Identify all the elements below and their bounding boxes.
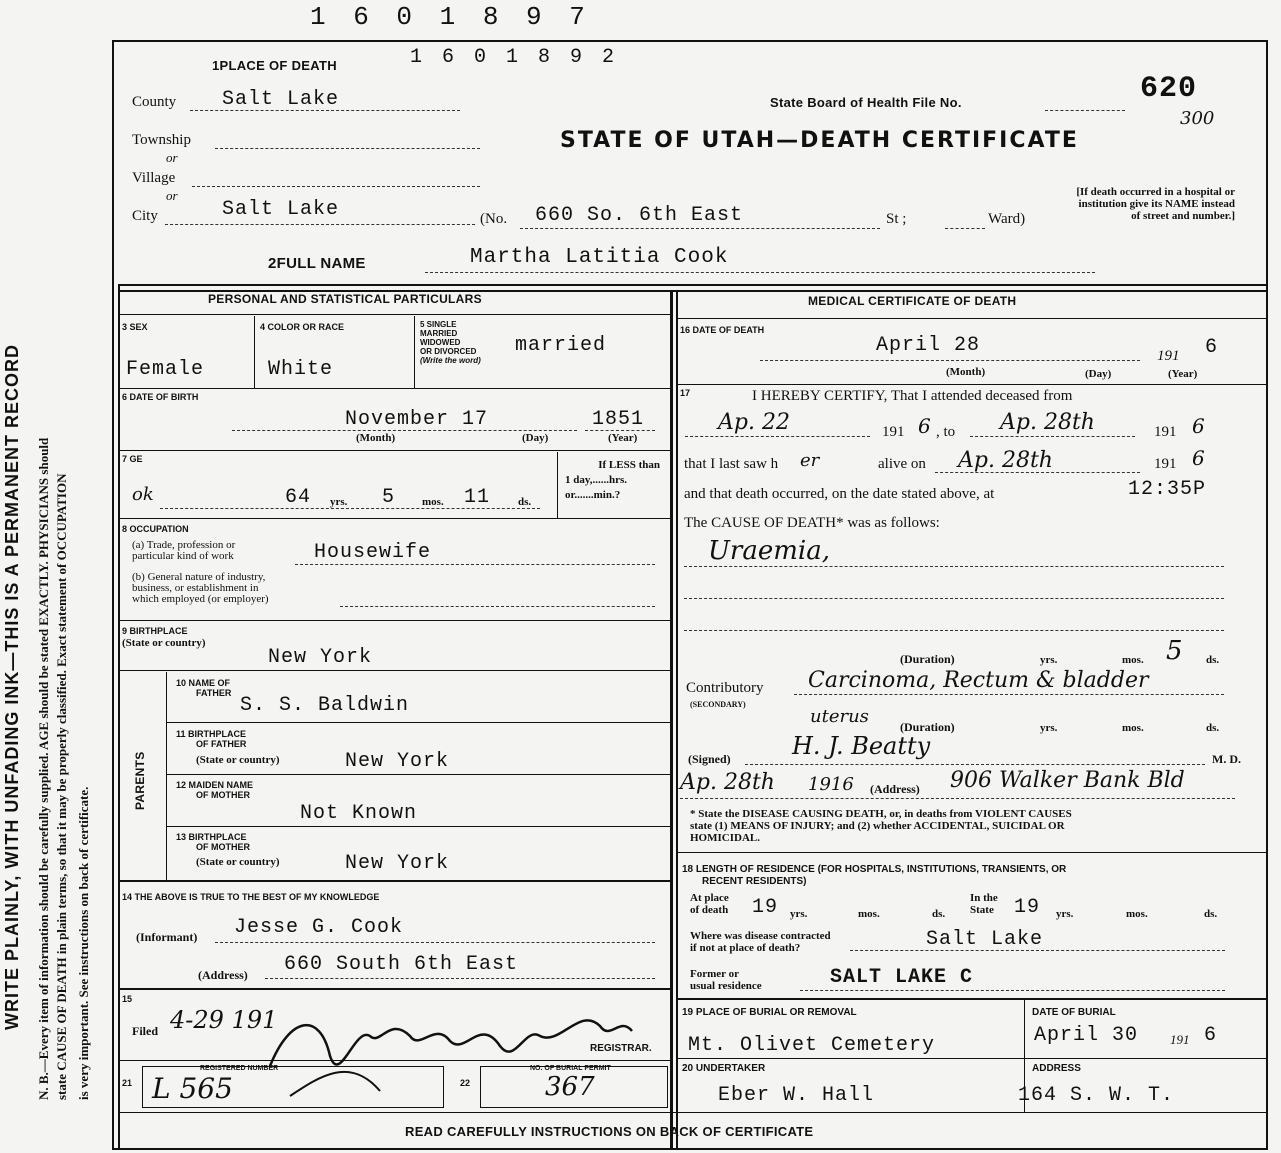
marital-label-married: MARRIED — [420, 329, 458, 338]
former-residence-value: SALT LAKE C — [830, 966, 974, 989]
informant-address-value: 660 South 6th East — [284, 953, 519, 976]
occupation-b-line1: (b) General nature of industry, — [132, 571, 266, 583]
md-label: M. D. — [1212, 752, 1241, 766]
sex-value: Female — [126, 358, 205, 381]
duration-yrs-caption: yrs. — [1040, 654, 1058, 666]
signed-date: Ap. 28th — [680, 770, 775, 795]
form-right-border — [1266, 40, 1268, 1150]
duration-ds-caption-2: ds. — [1206, 722, 1220, 734]
marital-label-widowed: WIDOWED — [420, 338, 461, 347]
in-state-mos: mos. — [1126, 908, 1148, 920]
filed-value: 4-29 191 — [170, 1006, 278, 1034]
residence-label-1: 18 LENGTH OF RESIDENCE (FOR HOSPITALS, INSTITUTIONS, TRANSIENTS, OR — [682, 864, 1067, 875]
footnote-line1: * State the DISEASE CAUSING DEATH, or, in deaths from VIOLENT CAUSES — [690, 808, 1072, 820]
top-number: 1 6 0 1 8 9 7 — [310, 2, 591, 32]
burial-permit-value: 367 — [545, 1072, 595, 1102]
parents-label: PARENTS — [133, 751, 147, 810]
full-name-value: Martha Latitia Cook — [470, 246, 729, 269]
birthplace-value: New York — [268, 646, 373, 669]
less-than-line2: 1 day,......hrs. — [565, 474, 628, 486]
alive-on-label: alive on — [878, 456, 926, 472]
true-statement-label: 14 THE ABOVE IS TRUE TO THE BEST OF MY KNOWLEDGE — [122, 892, 380, 902]
undertaker-address-value: 164 S. W. T. — [1018, 1084, 1175, 1107]
burial-date-value: April 30 — [1034, 1024, 1139, 1047]
father-label-2: FATHER — [196, 688, 232, 698]
signed-address-label: (Address) — [870, 782, 920, 796]
certificate-title: STATE OF UTAH—DEATH CERTIFICATE — [560, 128, 1079, 153]
year-prefix-3: 191 — [1154, 456, 1177, 472]
certify-text: I HEREBY CERTIFY, That I attended deceased from — [752, 388, 1073, 404]
in-state-value: 19 — [1014, 896, 1041, 919]
dob-month-caption: (Month) — [356, 432, 396, 444]
county-label: County — [132, 94, 177, 110]
occupation-value: Housewife — [314, 541, 432, 564]
item-21: 21 — [122, 1078, 133, 1088]
duration-yrs-caption-2: yrs. — [1040, 722, 1058, 734]
full-name-label: 2FULL NAME — [268, 255, 366, 272]
father-bp-value: New York — [345, 750, 450, 773]
undertaker-address-label: ADDRESS — [1032, 1063, 1081, 1074]
former-residence-label-2: usual residence — [690, 980, 762, 992]
informant-label: (Informant) — [136, 930, 198, 944]
residence-label-2: RECENT RESIDENTS) — [702, 876, 807, 887]
street-value: 660 So. 6th East — [535, 204, 744, 227]
year-prefix-2: 191 — [1154, 424, 1177, 440]
last-saw-value: er — [800, 450, 820, 471]
less-than-line1: If LESS than — [598, 459, 660, 471]
burial-place-value: Mt. Olivet Cemetery — [688, 1034, 936, 1057]
medical-section-title: MEDICAL CERTIFICATE OF DEATH — [808, 294, 1017, 308]
duration-mos-caption: mos. — [1122, 654, 1144, 666]
age-yrs-caption: yrs. — [330, 496, 348, 508]
at-place-mos: mos. — [858, 908, 880, 920]
or-text-1: or — [166, 150, 178, 165]
permanent-record-notice: WRITE PLAINLY, WITH UNFADING INK—THIS IS A PERMANENT RECORD — [2, 343, 22, 1030]
duration-mos-caption-2: mos. — [1122, 722, 1144, 734]
signed-year: 1916 — [808, 774, 854, 795]
less-than-line3: or.......min.? — [565, 489, 621, 501]
father-label-1: 10 NAME OF — [176, 678, 231, 688]
instruction-line-3: is very important. See instructions on back of certificate. — [76, 786, 91, 1100]
at-place-ds: ds. — [932, 908, 946, 920]
file-number-value: 620 — [1140, 72, 1198, 106]
in-state-ds: ds. — [1204, 908, 1218, 920]
instruction-line-1: N. B.—Every item of information should be carefully supplied. AGE should be stated EXACTLY. PHYSICIANS should — [36, 437, 51, 1100]
center-divider — [670, 290, 673, 1150]
undertaker-value: Eber W. Hall — [718, 1084, 875, 1107]
form-top-border — [112, 40, 1268, 42]
mother-bp-label-3: (State or country) — [196, 856, 280, 868]
death-year-value: 6 — [1205, 336, 1219, 359]
footnote-line2: state (1) MEANS OF INJURY; and (2) whether ACCIDENTAL, SUICIDAL OR — [690, 820, 1065, 832]
at-place-yrs: yrs. — [790, 908, 808, 920]
attended-from: Ap. 22 — [718, 410, 790, 435]
to-label: , to — [936, 424, 956, 440]
burial-permit-label: NO. OF BURIAL PERMIT — [530, 1065, 611, 1072]
age-days: 11 — [464, 486, 491, 509]
registrar-label: REGISTRAR. — [590, 1043, 652, 1054]
color-label: 4 COLOR OR RACE — [260, 322, 345, 332]
contributory-label: Contributory — [686, 680, 764, 696]
dob-day-caption: (Day) — [522, 432, 549, 444]
street-no-label: (No. — [480, 211, 508, 227]
year-value-2: 6 — [1192, 414, 1205, 438]
in-state-label-1: In the — [970, 892, 998, 904]
burial-date-label: DATE OF BURIAL — [1032, 1007, 1116, 1018]
county-value: Salt Lake — [222, 88, 340, 111]
birthplace-sub: (State or country) — [122, 637, 206, 649]
dob-value: November 17 — [345, 408, 489, 431]
stamp-number: 1 6 0 1 8 9 2 — [410, 46, 619, 69]
dob-year-caption: (Year) — [608, 432, 638, 444]
contracted-label-1: Where was disease contracted — [690, 930, 831, 942]
occupation-a-line1: (a) Trade, profession or — [132, 539, 236, 551]
birthplace-label: 9 BIRTHPLACE — [122, 626, 188, 636]
filed-label: Filed — [132, 1024, 158, 1038]
ward-label: Ward) — [988, 211, 1026, 227]
year-prefix-1: 191 — [882, 424, 905, 440]
death-year-caption: (Year) — [1168, 368, 1198, 380]
mother-bp-label-2: OF MOTHER — [196, 842, 250, 852]
file-number-sub: 300 — [1180, 108, 1215, 129]
father-bp-label-3: (State or country) — [196, 754, 280, 766]
occupation-label: 8 OCCUPATION — [122, 524, 189, 534]
undertaker-label: 20 UNDERTAKER — [682, 1063, 766, 1074]
age-label: 7 GE — [122, 454, 143, 464]
mother-label-2: OF MOTHER — [196, 790, 250, 800]
informant-value: Jesse G. Cook — [234, 916, 404, 939]
burial-year-value: 6 — [1204, 1024, 1218, 1047]
alive-date: Ap. 28th — [958, 448, 1053, 473]
hospital-note: [If death occurred in a hospital or institution give its NAME instead of street and number.] — [1076, 186, 1235, 222]
cause-value: Uraemia, — [708, 536, 830, 566]
cause-label: The CAUSE OF DEATH* was as follows: — [684, 515, 940, 531]
marital-value: married — [515, 334, 607, 357]
date-of-death-label: 16 DATE OF DEATH — [680, 325, 765, 335]
last-saw-label: that I last saw h — [684, 456, 779, 472]
sex-label: 3 SEX — [122, 322, 148, 332]
form-left-border — [112, 40, 114, 1150]
dob-year: 1851 — [592, 408, 645, 431]
occupation-b-line3: which employed (or employer) — [132, 593, 269, 605]
father-value: S. S. Baldwin — [240, 694, 410, 717]
marital-label-write: (Write the word) — [420, 356, 481, 365]
at-place-label-1: At place — [690, 892, 729, 904]
at-place-label-2: of death — [690, 904, 729, 916]
contributory-value-2: uterus — [810, 706, 869, 727]
dob-label: 6 DATE OF BIRTH — [122, 392, 199, 402]
mother-bp-label-1: 13 BIRTHPLACE — [176, 832, 247, 842]
instruction-line-2: state CAUSE OF DEATH in plain terms, so that it may be properly classified. Exact statement of OCCUPATION — [54, 473, 69, 1100]
duration-value: 5 — [1166, 636, 1183, 666]
father-bp-label-1: 11 BIRTHPLACE — [176, 729, 247, 739]
death-occurred-text: and that death occurred, on the date stated above, at — [684, 486, 995, 502]
secondary-label: (SECONDARY) — [690, 700, 746, 709]
signed-value: H. J. Beatty — [792, 732, 931, 760]
or-text-2: or — [166, 188, 178, 203]
age-years: 64 — [285, 486, 312, 509]
file-number-label: State Board of Health File No. — [770, 95, 962, 110]
year-value-3: 6 — [1192, 446, 1205, 470]
contributory-value: Carcinoma, Rectum & bladder — [808, 668, 1149, 693]
city-label: City — [132, 208, 158, 224]
duration-label: (Duration) — [900, 652, 955, 666]
time-of-death: 12:35P — [1128, 478, 1207, 501]
signed-label: (Signed) — [688, 752, 731, 766]
burial-year-prefix: 191 — [1170, 1032, 1190, 1047]
age-ds-caption: ds. — [518, 496, 532, 508]
occupation-b-line2: business, or establishment in — [132, 582, 259, 594]
mother-value: Not Known — [300, 802, 418, 825]
color-value: White — [268, 358, 334, 381]
date-of-death-value: April 28 — [876, 334, 981, 357]
death-day-caption: (Day) — [1085, 368, 1112, 380]
duration-ds-caption: ds. — [1206, 654, 1220, 666]
in-state-yrs: yrs. — [1056, 908, 1074, 920]
street-st-label: St ; — [886, 211, 907, 227]
footer-instructions: READ CAREFULLY INSTRUCTIONS ON BACK OF CERTIFICATE — [405, 1124, 814, 1139]
personal-section-title: PERSONAL AND STATISTICAL PARTICULARS — [208, 292, 482, 306]
contracted-label-2: if not at place of death? — [690, 942, 801, 954]
death-year-prefix: 191 — [1157, 348, 1180, 364]
township-label: Township — [132, 132, 191, 148]
father-bp-label-2: OF FATHER — [196, 739, 247, 749]
item-15: 15 — [122, 994, 133, 1004]
burial-place-label: 19 PLACE OF BURIAL OR REMOVAL — [682, 1007, 857, 1018]
item-17: 17 — [680, 388, 691, 398]
marital-label-single: 5 SINGLE — [420, 320, 457, 329]
city-value: Salt Lake — [222, 198, 340, 221]
contracted-value: Salt Lake — [926, 928, 1044, 951]
informant-address-label: (Address) — [198, 968, 248, 982]
marital-label-divorced: OR DIVORCED — [420, 347, 477, 356]
signed-address-value: 906 Walker Bank Bld — [950, 768, 1185, 793]
place-of-death-label: 1PLACE OF DEATH — [212, 58, 337, 73]
in-state-label-2: State — [970, 904, 994, 916]
former-residence-label-1: Former or — [690, 968, 739, 980]
at-place-value: 19 — [752, 896, 779, 919]
age-mos-caption: mos. — [422, 496, 444, 508]
item-22: 22 — [460, 1078, 471, 1088]
age-months: 5 — [382, 486, 396, 509]
duration-label-2: (Duration) — [900, 720, 955, 734]
attended-to: Ap. 28th — [1000, 410, 1095, 435]
form-bottom-border — [112, 1148, 1268, 1150]
occupation-a-line2: particular kind of work — [132, 550, 234, 562]
age-mark: ok — [132, 484, 154, 505]
registered-number-value: L 565 — [152, 1072, 233, 1105]
registered-number-label: REGISTERED NUMBER — [200, 1065, 279, 1072]
footnote-line3: HOMICIDAL. — [690, 832, 760, 844]
year-value-1: 6 — [918, 414, 931, 438]
village-label: Village — [132, 170, 176, 186]
mother-bp-value: New York — [345, 852, 450, 875]
mother-label-1: 12 MAIDEN NAME — [176, 780, 254, 790]
death-month-caption: (Month) — [946, 366, 986, 378]
